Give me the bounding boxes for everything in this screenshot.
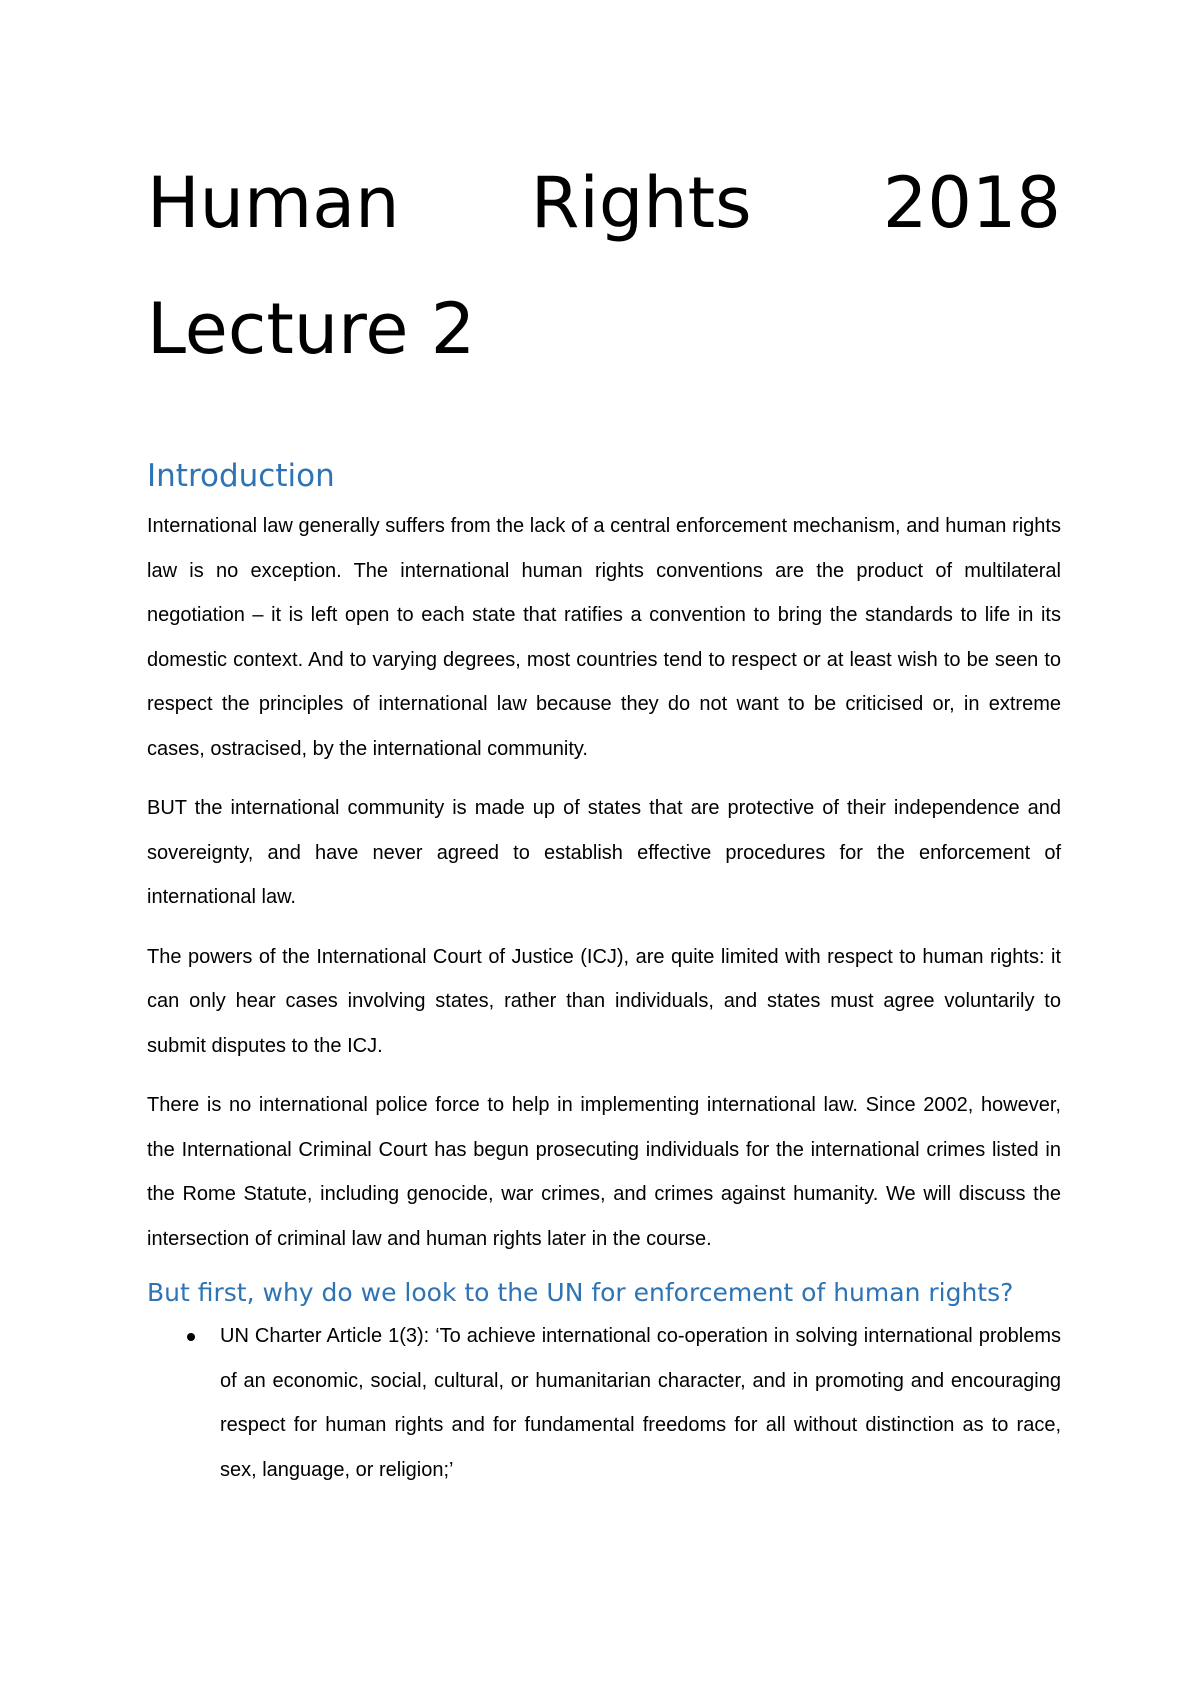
why-un-heading: But first, why do we look to the UN for enforcement of human rights?	[147, 1278, 1014, 1307]
why-un-bullet-list	[147, 1314, 1061, 1492]
title-word-1: Human	[147, 162, 400, 244]
intro-paragraph-1: International law generally suffers from the lack of a central enforcement mechanism, and human rights law is no exception. The international human rights conventions are the product of multilateral negotiation – it is left open to each state that ratifies a convention to bring the standards to life in its domestic context. And to varying degrees, most countries tend to respect or at least wish to be seen to respect the principles of international law because they do not want to be criticised or, in extreme cases, ostracised, by the international community.	[147, 515, 1061, 760]
bullet-item	[147, 1314, 1061, 1492]
title-line-1	[147, 140, 1061, 266]
bullet-dot-icon	[187, 1333, 195, 1341]
bullet-text: UN Charter Article 1(3): ‘To achieve international co-operation in solving international problems of an economic, social, cultural, or humanitarian character, and in promoting and encouraging respect for human rights and for fundamental freedoms for all without distinction as to race, sex, language, or religion;’	[220, 1325, 1061, 1481]
title-word-3: 2018	[882, 162, 1061, 244]
introduction-heading: Introduction	[147, 458, 335, 494]
title-line-2: Lecture 2	[147, 288, 476, 370]
intro-paragraph-4: There is no international police force to help in implementing international law. Since 2002, however, the International Criminal Court has begun prosecuting individuals for the international crimes listed in the Rome Statute, including genocide, war crimes, and crimes against humanity. We will discuss the intersection of criminal law and human rights later in the course.	[147, 1094, 1061, 1250]
intro-paragraph-2: BUT the international community is made up of states that are protective of their independence and sovereignty, and have never agreed to establish effective procedures for the enforcement of international law.	[147, 797, 1061, 908]
document-title	[147, 140, 1061, 392]
title-word-2: Rights	[530, 162, 752, 244]
document-page	[147, 140, 1061, 1492]
intro-paragraph-3: The powers of the International Court of Justice (ICJ), are quite limited with respect to human rights: it can only hear cases involving states, rather than individuals, and states must agree voluntarily to submit disputes to the ICJ.	[147, 945, 1061, 1057]
